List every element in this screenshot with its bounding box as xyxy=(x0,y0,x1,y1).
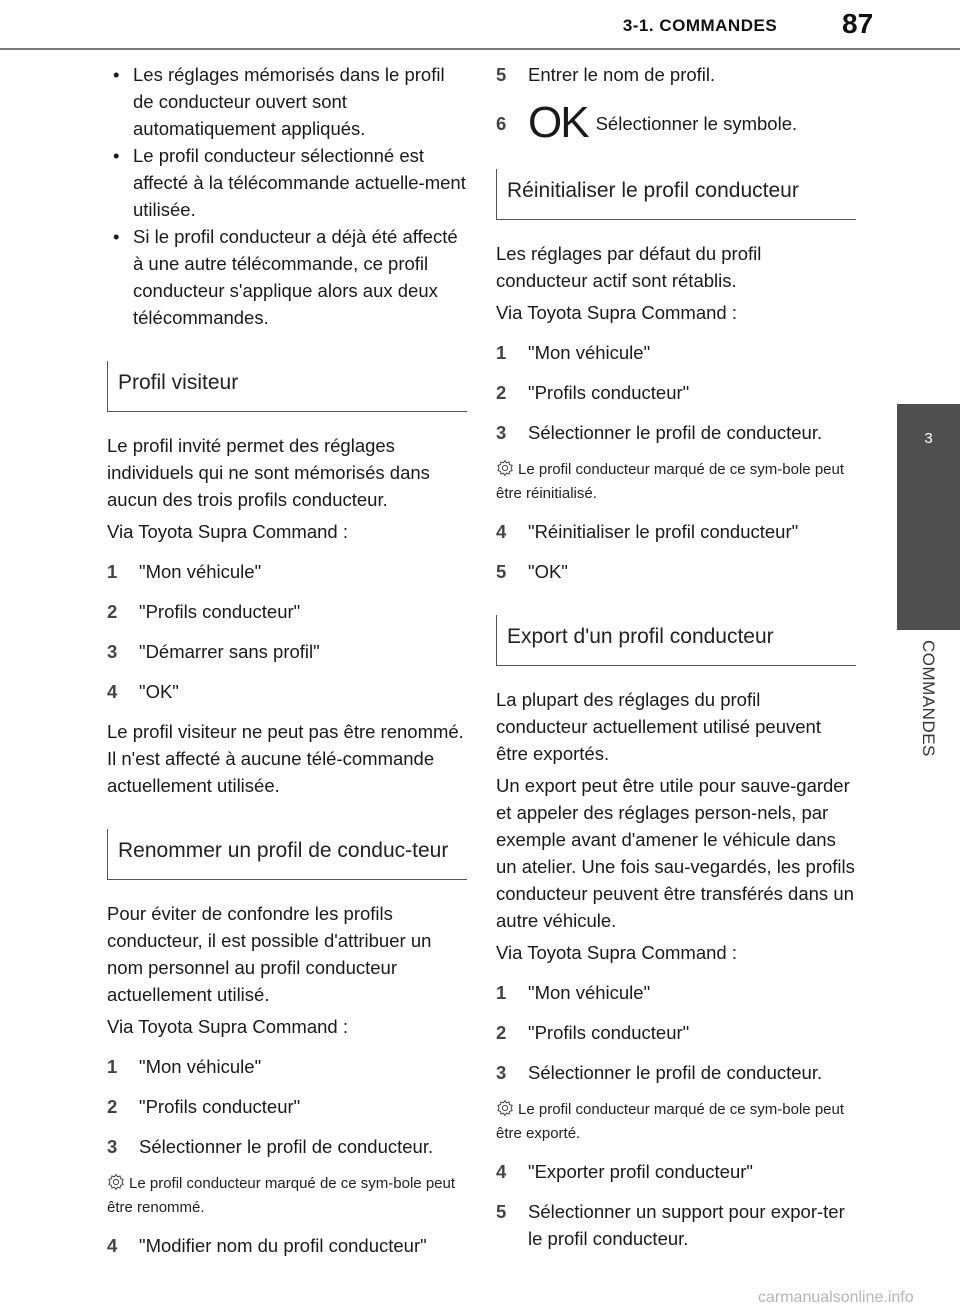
bullet-item: • Si le profil conducteur a déjà été affecté à une autre télécommande, ce profil conducteur s'applique alors aux deux télécommandes. xyxy=(113,226,458,328)
right-column xyxy=(496,61,856,1265)
name-step-5: 5 Entrer le nom de profil. xyxy=(496,64,716,85)
section-heading-guest-profile: Profil visiteur xyxy=(107,361,467,412)
ok-symbol-icon: OK xyxy=(528,98,588,147)
rename-step-4: 4 "Modifier nom du profil conducteur" xyxy=(107,1235,427,1256)
chapter-tab-label: COMMANDES xyxy=(918,640,938,757)
export-step-4: 4 "Exporter profil conducteur" xyxy=(496,1161,753,1182)
guest-step-3: 3 "Démarrer sans profil" xyxy=(107,641,320,662)
rename-step-2: 2 "Profils conducteur" xyxy=(107,1096,301,1117)
reset-step-1: 1 "Mon véhicule" xyxy=(496,342,651,363)
chapter-tab-number: 3 xyxy=(924,430,933,447)
gear-icon xyxy=(107,1173,129,1197)
export-note: Le profil conducteur marqué de ce sym-bole peut être exporté. xyxy=(496,1101,845,1142)
rename-via: Via Toyota Supra Command : xyxy=(107,1016,348,1037)
chapter-tab xyxy=(897,404,960,630)
reset-step-4: 4 "Réinitialiser le profil conducteur" xyxy=(496,521,799,542)
watermark: carmanualsonline.info xyxy=(758,1289,914,1306)
export-detail: Un export peut être utile pour sauve-garder et appeler des réglages person-nels, par exemple avant d'amener le véhicule dans un atelier. Une fois sau-vegardés, les profils conducteur peuvent être transférés dans un autre véhicule. xyxy=(496,775,855,931)
gear-icon xyxy=(496,1099,518,1123)
rename-intro: Pour éviter de confondre les profils conducteur, il est possible d'attribuer un nom personnel au profil conducteur actuellement utilisé. xyxy=(107,903,432,1005)
header-section-title: 3-1. COMMANDES xyxy=(622,16,778,35)
export-step-3: 3 Sélectionner le profil de conducteur. xyxy=(496,1062,823,1083)
section-heading-rename-profile: Renommer un profil de conduc-teur xyxy=(107,829,467,880)
reset-note: Le profil conducteur marqué de ce sym-bole peut être réinitialisé. xyxy=(496,461,845,502)
export-step-5: 5 Sélectionner un support pour expor-ter le profil conducteur. xyxy=(496,1201,845,1249)
bullet-item: • Les réglages mémorisés dans le profil de conducteur ouvert sont automatiquement appliqués. xyxy=(113,64,445,139)
chapter-tab-label-box xyxy=(897,640,960,840)
rename-step-1: 1 "Mon véhicule" xyxy=(107,1056,262,1077)
guest-via: Via Toyota Supra Command : xyxy=(107,521,348,542)
guest-outro: Le profil visiteur ne peut pas être renommé. Il n'est affecté à aucune télé-commande actuellement utilisée. xyxy=(107,721,464,796)
reset-step-2: 2 "Profils conducteur" xyxy=(496,382,690,403)
guest-intro: Le profil invité permet des réglages individuels qui ne sont mémorisés dans aucun des trois profils conducteur. xyxy=(107,435,430,510)
section-heading-export-profile: Export d'un profil conducteur xyxy=(496,615,856,666)
export-step-2: 2 "Profils conducteur" xyxy=(496,1022,690,1043)
guest-step-1: 1 "Mon véhicule" xyxy=(107,561,262,582)
export-step-1: 1 "Mon véhicule" xyxy=(496,982,651,1003)
left-column xyxy=(107,61,467,1272)
reset-intro: Les réglages par défaut du profil conducteur actif sont rétablis. xyxy=(496,243,762,291)
reset-step-5: 5 "OK" xyxy=(496,561,568,582)
rename-step-3: 3 Sélectionner le profil de conducteur. xyxy=(107,1136,434,1157)
guest-step-2: 2 "Profils conducteur" xyxy=(107,601,301,622)
bullet-item: • Le profil conducteur sélectionné est affecté à la télécommande actuelle-ment utilisée. xyxy=(113,145,466,220)
header-rule xyxy=(0,48,960,50)
reset-via: Via Toyota Supra Command : xyxy=(496,302,737,323)
guest-step-4: 4 "OK" xyxy=(107,681,179,702)
export-via: Via Toyota Supra Command : xyxy=(496,942,737,963)
export-intro: La plupart des réglages du profil conducteur actuellement utilisé peuvent être exportés. xyxy=(496,689,821,764)
gear-icon xyxy=(496,459,518,483)
reset-step-3: 3 Sélectionner le profil de conducteur. xyxy=(496,422,823,443)
name-step-6: 6 OK Sélectionner le symbole. xyxy=(496,98,798,147)
page-number: 87 xyxy=(842,8,874,39)
section-heading-reset-profile: Réinitialiser le profil conducteur xyxy=(496,169,856,220)
rename-note: Le profil conducteur marqué de ce sym-bole peut être renommé. xyxy=(107,1175,456,1216)
